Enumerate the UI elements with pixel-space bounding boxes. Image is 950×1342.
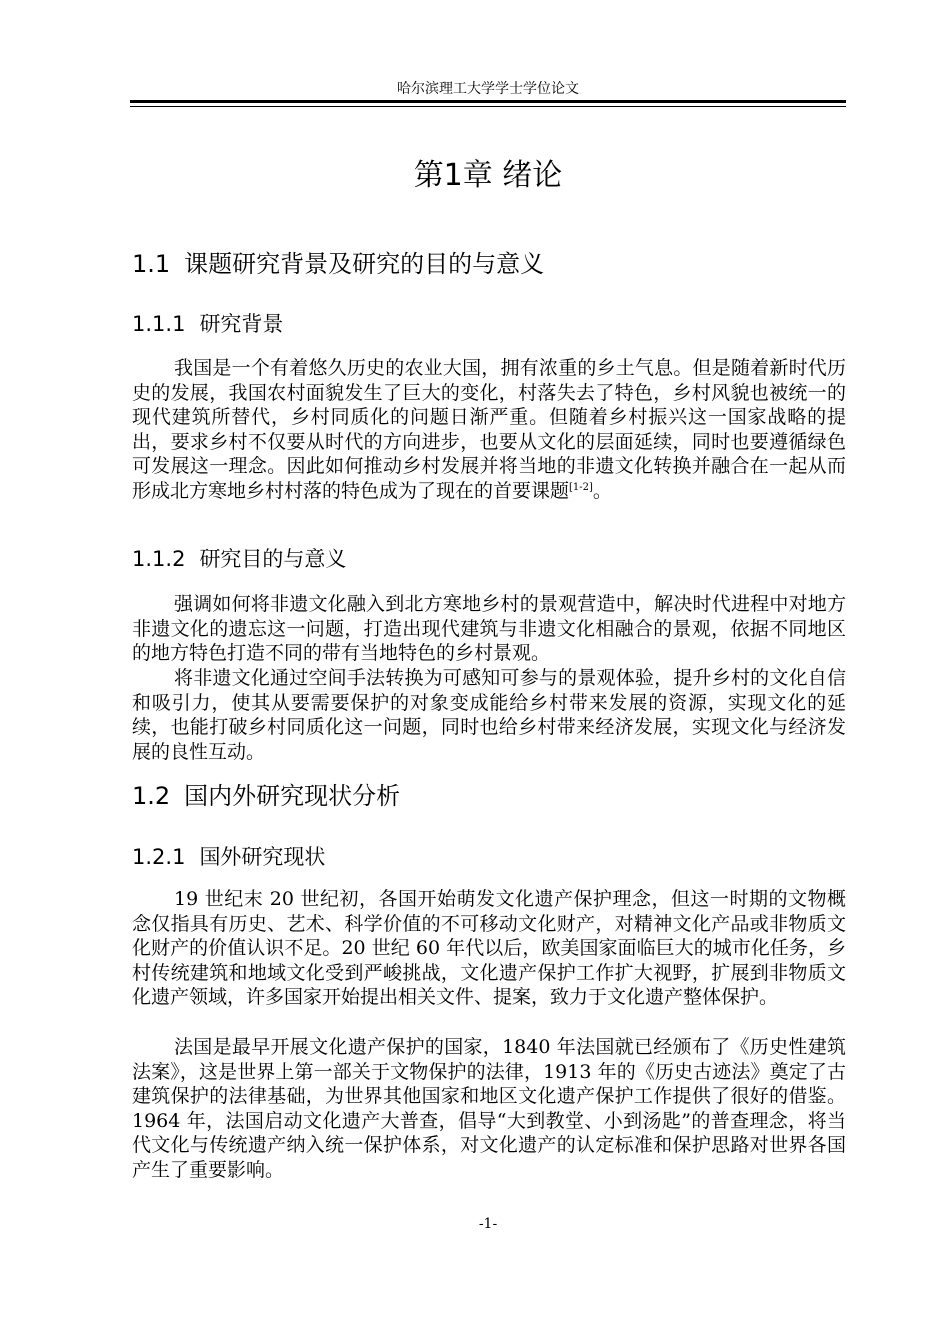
- section-heading-1-2-1: [132, 843, 325, 871]
- section-number: 1.1: [132, 250, 171, 278]
- section-heading-1-1-1: [132, 310, 283, 338]
- header-rule-thin: [130, 106, 846, 107]
- section-heading-1-1-2: [132, 545, 346, 573]
- chapter-title: 第1章 绪论: [413, 158, 563, 193]
- section-number: 1.2.1: [132, 845, 186, 869]
- page-number: -1-: [478, 1216, 498, 1232]
- section-title: 研究目的与意义: [199, 547, 347, 571]
- section-number: 1.1.1: [132, 312, 186, 336]
- paragraph-foreign-1: 19 世纪末 20 世纪初，各国开始萌发文化遗产保护理念，但这一时期的文物概念仅指具有历史、艺术、科学价值的不可移动文化财产，对精神文化产品或非物质文化财产的价值认识不足。20 世纪 60 年代以后，欧美国家面临巨大的城市化任务，乡村传统建筑和地域文化受到严峻挑战，文化遗产保护工作扩大视野，扩展到非物质文化遗产领域，许多国家开始提出相关文件、提案，致力于文化遗产整体保护。: [132, 888, 846, 1008]
- running-header: 哈尔滨理工大学学士学位论文: [397, 81, 579, 97]
- section-title: 国外研究现状: [199, 845, 326, 869]
- section-heading-1-2: [132, 780, 400, 812]
- paragraph-foreign-2: 法国是最早开展文化遗产保护的国家，1840 年法国就已经颁布了《历史性建筑法案》，这是世界上第一部关于文物保护的法律，1913 年的《历史古迹法》奠定了古建筑保护的法律基础，为世界其他国家和地区文化遗产保护工作提供了很好的借鉴。1964 年，法国启动文化遗产大普查，倡导“大到教堂、小到汤匙”的普查理念，将当代文化与传统遗产纳入统一保护体系，对文化遗产的认定标准和保护思路对世界各国产生了重要影响。: [132, 1036, 846, 1181]
- paragraph-purpose-1: 强调如何将非遗文化融入到北方寒地乡村的景观营造中，解决时代进程中对地方非遗文化的遗忘这一问题，打造出现代建筑与非遗文化相融合的景观，依据不同地区的地方特色打造不同的带有当地特色的乡村景观。: [132, 593, 846, 664]
- section-number: 1.2: [132, 782, 171, 810]
- section-title: 研究背景: [199, 312, 284, 336]
- section-heading-1-1: [132, 248, 544, 280]
- paragraph-text: 我国是一个有着悠久历史的农业大国，拥有浓重的乡土气息。但是随着新时代历史的发展，我国农村面貌发生了巨大的变化，村落失去了特色，乡村风貌也被统一的现代建筑所替代，乡村同质化的问题日渐严重。但随着乡村振兴这一国家战略的提出，要求乡村不仅要从时代的方向进步，也要从文化的层面延续，同时也要遵循绿色可发展这一理念。因此如何推动乡村发展并将当地的非遗文化转换并融合在一起从而形成北方寒地乡村村落的特色成为了现在的首要课题: [132, 357, 846, 502]
- header-rule-thick: [130, 100, 846, 103]
- paragraph-purpose-2: 将非遗文化通过空间手法转换为可感知可参与的景观体验，提升乡村的文化自信和吸引力，使其从要需要保护的对象变成能给乡村带来发展的资源，实现文化的延续，也能打破乡村同质化这一问题，同时也给乡村带来经济发展，实现文化与经济发展的良性互动。: [132, 667, 846, 763]
- citation-ref: [1-2]: [569, 481, 593, 493]
- section-title: 课题研究背景及研究的目的与意义: [184, 250, 545, 278]
- paragraph-end: 。: [592, 479, 612, 502]
- paragraph-background: [132, 356, 846, 503]
- section-number: 1.1.2: [132, 547, 186, 571]
- section-title: 国内外研究现状分析: [184, 782, 401, 810]
